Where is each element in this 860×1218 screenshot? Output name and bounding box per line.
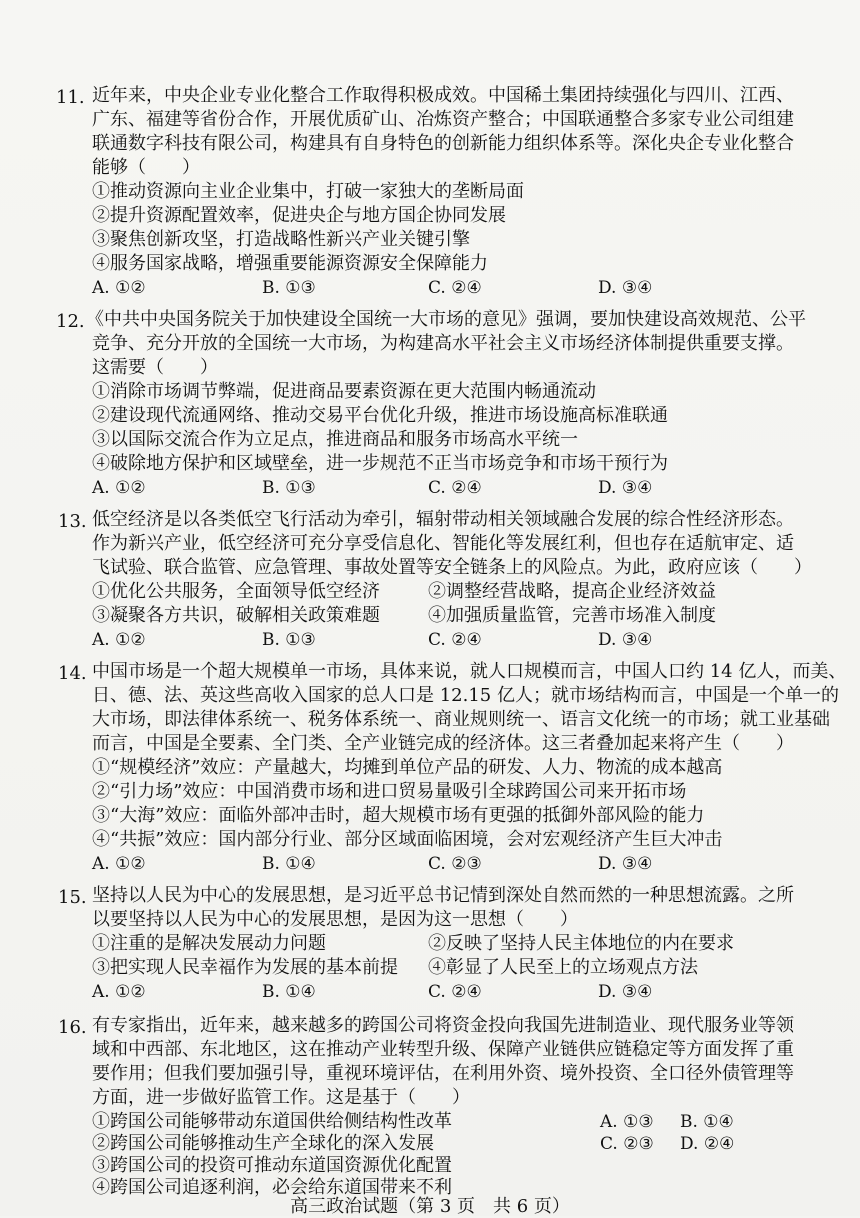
- option-c: C. ②③: [600, 1134, 654, 1154]
- statement-item: ③跨国公司的投资可推动东道国资源优化配置: [92, 1155, 452, 1176]
- question-stem-line: 广东、福建等省份合作，开展优质矿山、冶炼资产整合；中国联通整合多家专业公司组建: [92, 109, 794, 130]
- option-c: C. ②④: [428, 278, 482, 298]
- question-stem-line: 这需要（ ）: [92, 357, 218, 378]
- statement-item: ③聚焦创新攻坚，打造战略性新兴产业关键引擎: [92, 229, 470, 250]
- option-a: A. ①③: [600, 1112, 654, 1132]
- option-d: D. ③④: [598, 478, 653, 498]
- option-c: C. ②③: [428, 854, 482, 874]
- option-b: B. ①③: [262, 278, 316, 298]
- statement-item: ②建设现代流通网络、推动交易平台优化升级，推进市场设施高标准联通: [92, 405, 668, 426]
- statement-item: ③“大海”效应：面临外部冲击时，超大规模市场有更强的抵御外部风险的能力: [92, 805, 705, 826]
- option-a: A. ①②: [92, 630, 146, 650]
- option-c: C. ②④: [428, 630, 482, 650]
- option-d: D. ③④: [598, 854, 653, 874]
- statement-item: ④彰显了人民至上的立场观点方法: [428, 957, 698, 978]
- option-a: A. ①②: [92, 982, 146, 1002]
- question-number: 15.: [58, 887, 87, 908]
- statement-item: ②反映了坚持人民主体地位的内在要求: [428, 933, 734, 954]
- option-d: D. ②④: [680, 1134, 735, 1154]
- option-b: B. ①③: [262, 478, 316, 498]
- question-number: 12.: [56, 311, 85, 332]
- option-a: A. ①②: [92, 478, 146, 498]
- statement-item: ④破除地方保护和区域壁垒，进一步规范不正当市场竞争和市场干预行为: [92, 453, 668, 474]
- statement-item: ④服务国家战略，增强重要能源资源安全保障能力: [92, 253, 488, 274]
- statement-item: ①跨国公司能够带动东道国供给侧结构性改革: [92, 1111, 452, 1132]
- statement-item: ①优化公共服务，全面领导低空经济: [92, 581, 380, 602]
- option-d: D. ③④: [598, 630, 653, 650]
- statement-item: ①“规模经济”效应：产量越大，均摊到单位产品的研发、人力、物流的成本越高: [92, 757, 723, 778]
- question-stem-line: 大市场，即法律体系统一、税务体系统一、商业规则统一、语言文化统一的市场；就工业基础: [92, 709, 830, 730]
- question-stem-line: 坚持以人民为中心的发展思想，是习近平总书记情到深处自然而然的一种思想流露。之所: [92, 885, 794, 906]
- question-stem-line: 能够（ ）: [92, 157, 200, 178]
- option-a: A. ①②: [92, 278, 146, 298]
- question-stem-line: 日、德、法、英这些高收入国家的总人口是 12.15 亿人；就市场结构而言，中国是一个单一的: [92, 685, 839, 706]
- question-stem-line: 域和中西部、东北地区，这在推动产业转型升级、保障产业链供应链稳定等方面发挥了重: [92, 1039, 794, 1060]
- option-d: D. ③④: [598, 982, 653, 1002]
- question-stem-line: 要作用；但我们要加强引导，重视环境评估，在利用外资、境外投资、全口径外债管理等: [92, 1063, 794, 1084]
- statement-item: ①注重的是解决发展动力问题: [92, 933, 326, 954]
- question-stem-line: 作为新兴产业，低空经济可充分享受信息化、智能化等发展红利，但也存在适航审定、适: [92, 533, 794, 554]
- option-c: C. ②④: [428, 982, 482, 1002]
- option-a: A. ①②: [92, 854, 146, 874]
- question-number: 16.: [58, 1017, 87, 1038]
- question-stem-line: 低空经济是以各类低空飞行活动为牵引，辐射带动相关领域融合发展的综合性经济形态。: [92, 509, 794, 530]
- statement-item: ④“共振”效应：国内部分行业、部分区域面临困境，会对宏观经济产生巨大冲击: [92, 829, 723, 850]
- page-footer: 高三政治试题（第 3 页 共 6 页）: [290, 1196, 570, 1217]
- statement-item: ③以国际交流合作为立足点，推进商品和服务市场高水平统一: [92, 429, 578, 450]
- question-stem-line: 有专家指出，近年来，越来越多的跨国公司将资金投向我国先进制造业、现代服务业等领: [92, 1015, 794, 1036]
- question-number: 13.: [58, 511, 87, 532]
- question-number: 11.: [56, 87, 85, 108]
- option-b: B. ①③: [262, 630, 316, 650]
- question-stem-line: 竞争、充分开放的全国统一大市场，为构建高水平社会主义市场经济体制提供重要支撑。: [92, 333, 794, 354]
- option-b: B. ①④: [680, 1112, 734, 1132]
- statement-item: ②调整经营战略，提高企业经济效益: [428, 581, 716, 602]
- question-stem-line: 飞试验、联合监管、应急管理、事故处置等安全链条上的风险点。为此，政府应该（ ）: [92, 557, 812, 578]
- question-stem-line: 以要坚持以人民为中心的发展思想，是因为这一思想（ ）: [92, 909, 578, 930]
- question-stem-line: 而言，中国是全要素、全门类、全产业链完成的经济体。这三者叠加起来将产生（ ）: [92, 733, 794, 754]
- question-stem-line: 方面，进一步做好监管工作。这是基于（ ）: [92, 1087, 470, 1108]
- question-stem-line: 《中共中央国务院关于加快建设全国统一大市场的意见》强调，要加快建设高效规范、公平: [86, 309, 806, 330]
- statement-item: ②提升资源配置效率，促进央企与地方国企协同发展: [92, 205, 506, 226]
- question-number: 14.: [58, 663, 87, 684]
- option-b: B. ①④: [262, 854, 316, 874]
- statement-item: ①消除市场调节弊端，促进商品要素资源在更大范围内畅通流动: [92, 381, 596, 402]
- question-stem-line: 近年来，中央企业专业化整合工作取得积极成效。中国稀土集团持续强化与四川、江西、: [92, 85, 794, 106]
- statement-item: ③把实现人民幸福作为发展的基本前提: [92, 957, 398, 978]
- option-d: D. ③④: [598, 278, 653, 298]
- option-b: B. ①④: [262, 982, 316, 1002]
- question-stem-line: 联通数字科技有限公司，构建具有自身特色的创新能力组织体系等。深化央企专业化整合: [92, 133, 794, 154]
- option-c: C. ②④: [428, 478, 482, 498]
- statement-item: ④加强质量监管，完善市场准入制度: [428, 605, 716, 626]
- statement-item: ②跨国公司能够推动生产全球化的深入发展: [92, 1133, 434, 1154]
- statement-item: ③凝聚各方共识，破解相关政策难题: [92, 605, 380, 626]
- statement-item: ④跨国公司追逐利润，必会给东道国带来不利: [92, 1177, 452, 1198]
- statement-item: ①推动资源向主业企业集中，打破一家独大的垄断局面: [92, 181, 524, 202]
- question-stem-line: 中国市场是一个超大规模单一市场，具体来说，就人口规模而言，中国人口约 14 亿人，而美、: [92, 661, 847, 682]
- statement-item: ②“引力场”效应：中国消费市场和进口贸易量吸引全球跨国公司来开拓市场: [92, 781, 687, 802]
